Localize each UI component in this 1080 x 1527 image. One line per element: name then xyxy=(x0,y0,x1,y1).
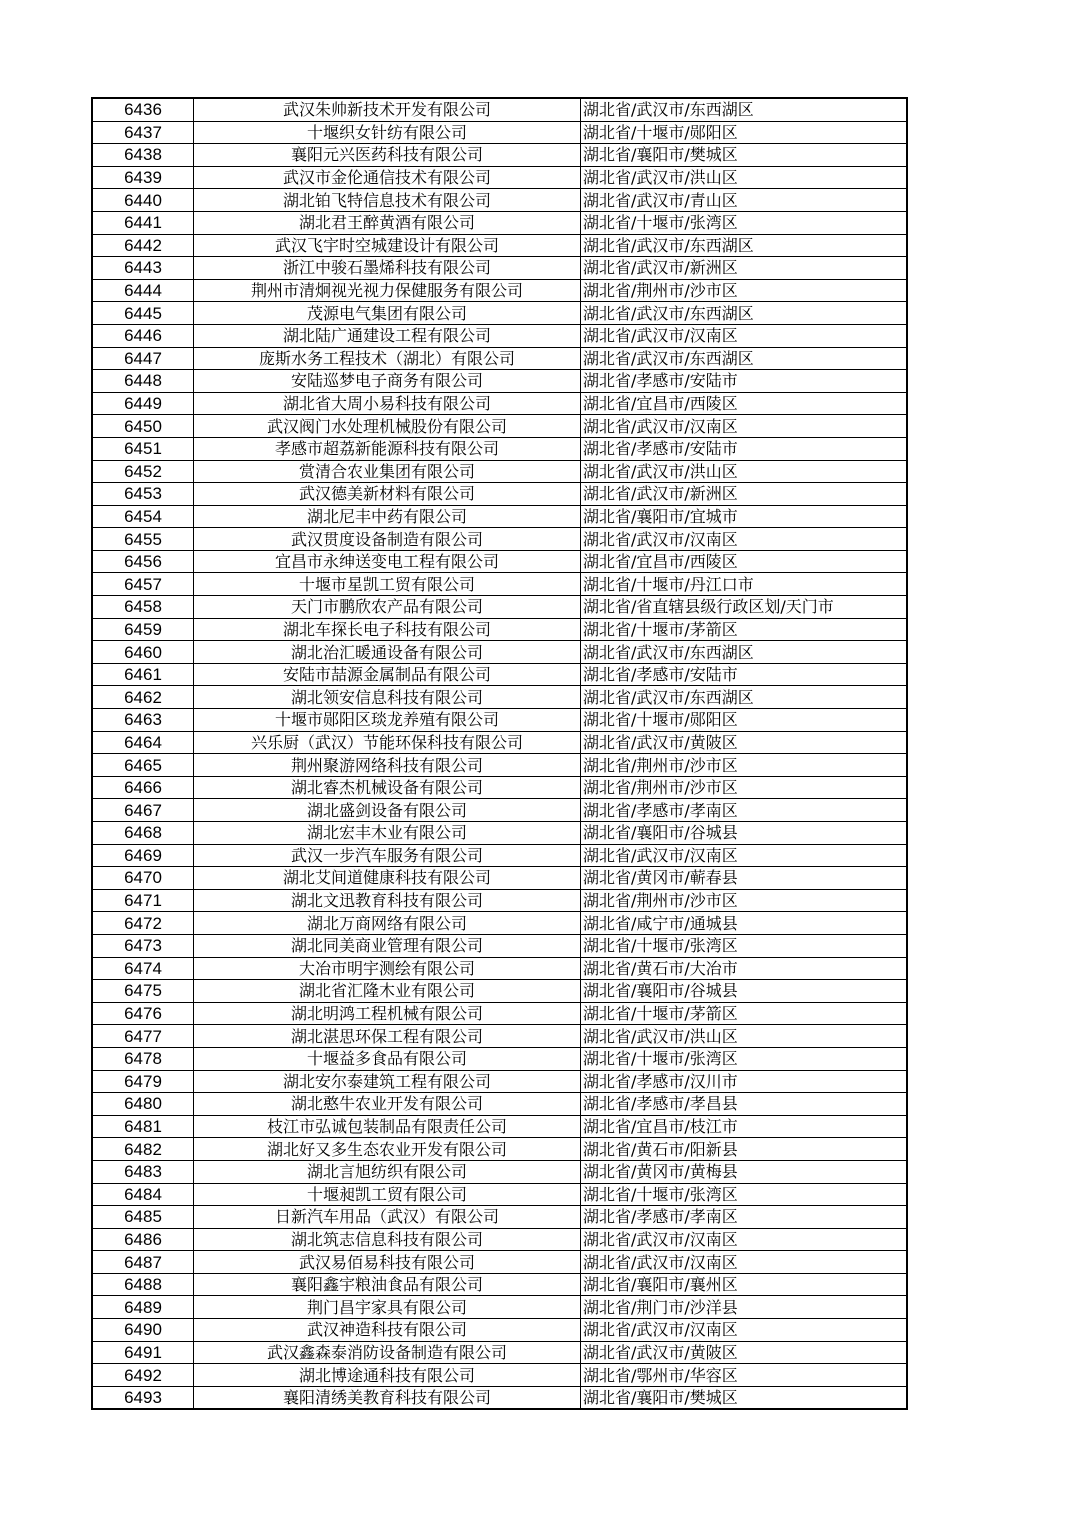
region-cell: 湖北省/荆门市/沙洋县 xyxy=(581,1296,908,1319)
table-row xyxy=(92,347,907,370)
row-number-cell: 6474 xyxy=(92,957,194,980)
row-number-cell: 6456 xyxy=(92,550,194,573)
row-number-cell: 6476 xyxy=(92,1002,194,1025)
region-cell: 湖北省/孝感市/安陆市 xyxy=(581,437,908,460)
row-number-cell: 6489 xyxy=(92,1296,194,1319)
company-name-cell: 湖北省大周小易科技有限公司 xyxy=(194,392,581,415)
company-name-cell: 天门市鹏欣农产品有限公司 xyxy=(194,596,581,619)
company-name-cell: 湖北铂飞特信息技术有限公司 xyxy=(194,189,581,212)
company-name-cell: 湖北憨牛农业开发有限公司 xyxy=(194,1093,581,1116)
row-number-cell: 6440 xyxy=(92,189,194,212)
row-number-cell: 6457 xyxy=(92,573,194,596)
region-cell: 湖北省/省直辖县级行政区划/天门市 xyxy=(581,596,908,619)
region-cell: 湖北省/十堰市/张湾区 xyxy=(581,934,908,957)
company-name-cell: 武汉贯度设备制造有限公司 xyxy=(194,528,581,551)
table-row xyxy=(92,550,907,573)
row-number-cell: 6448 xyxy=(92,370,194,393)
company-name-cell: 赏清合农业集团有限公司 xyxy=(194,460,581,483)
company-name-cell: 湖北君王醉黄酒有限公司 xyxy=(194,211,581,234)
table-row xyxy=(92,121,907,144)
row-number-cell: 6469 xyxy=(92,844,194,867)
row-number-cell: 6454 xyxy=(92,505,194,528)
company-name-cell: 庞斯水务工程技术（湖北）有限公司 xyxy=(194,347,581,370)
region-cell: 湖北省/武汉市/黄陂区 xyxy=(581,1341,908,1364)
table-row xyxy=(92,1025,907,1048)
region-cell: 湖北省/襄阳市/樊城区 xyxy=(581,144,908,167)
region-cell: 湖北省/武汉市/东西湖区 xyxy=(581,347,908,370)
table-row xyxy=(92,505,907,528)
region-cell: 湖北省/武汉市/汉南区 xyxy=(581,1251,908,1274)
table-row xyxy=(92,844,907,867)
row-number-cell: 6461 xyxy=(92,663,194,686)
row-number-cell: 6465 xyxy=(92,754,194,777)
row-number-cell: 6452 xyxy=(92,460,194,483)
company-name-cell: 大冶市明宇测绘有限公司 xyxy=(194,957,581,980)
row-number-cell: 6477 xyxy=(92,1025,194,1048)
company-name-cell: 宜昌市永绅送变电工程有限公司 xyxy=(194,550,581,573)
region-cell: 湖北省/武汉市/东西湖区 xyxy=(581,641,908,664)
table-row xyxy=(92,1364,907,1387)
company-name-cell: 襄阳清绣美教育科技有限公司 xyxy=(194,1386,581,1409)
company-name-cell: 湖北明鸿工程机械有限公司 xyxy=(194,1002,581,1025)
table-row xyxy=(92,1138,907,1161)
row-number-cell: 6444 xyxy=(92,279,194,302)
table-row xyxy=(92,867,907,890)
row-number-cell: 6484 xyxy=(92,1183,194,1206)
table-row xyxy=(92,483,907,506)
region-cell: 湖北省/襄阳市/襄州区 xyxy=(581,1273,908,1296)
company-name-cell: 湖北筑志信息科技有限公司 xyxy=(194,1228,581,1251)
company-name-cell: 十堰益多食品有限公司 xyxy=(194,1047,581,1070)
region-cell: 湖北省/武汉市/新洲区 xyxy=(581,483,908,506)
company-name-cell: 武汉朱帅新技术开发有限公司 xyxy=(194,98,581,121)
company-name-cell: 湖北省汇隆木业有限公司 xyxy=(194,980,581,1003)
company-name-cell: 武汉飞宇时空城建设计有限公司 xyxy=(194,234,581,257)
table-row xyxy=(92,1093,907,1116)
row-number-cell: 6483 xyxy=(92,1160,194,1183)
company-name-cell: 十堰市郧阳区琰龙养殖有限公司 xyxy=(194,709,581,732)
row-number-cell: 6486 xyxy=(92,1228,194,1251)
table-row xyxy=(92,1319,907,1342)
table-row xyxy=(92,980,907,1003)
table-row xyxy=(92,1115,907,1138)
row-number-cell: 6460 xyxy=(92,641,194,664)
row-number-cell: 6443 xyxy=(92,257,194,280)
row-number-cell: 6437 xyxy=(92,121,194,144)
region-cell: 湖北省/十堰市/茅箭区 xyxy=(581,1002,908,1025)
table-row xyxy=(92,302,907,325)
region-cell: 湖北省/十堰市/茅箭区 xyxy=(581,618,908,641)
company-name-cell: 十堰市星凯工贸有限公司 xyxy=(194,573,581,596)
region-cell: 湖北省/武汉市/东西湖区 xyxy=(581,98,908,121)
company-name-cell: 武汉神造科技有限公司 xyxy=(194,1319,581,1342)
table-row xyxy=(92,257,907,280)
region-cell: 湖北省/孝感市/汉川市 xyxy=(581,1070,908,1093)
row-number-cell: 6446 xyxy=(92,324,194,347)
region-cell: 湖北省/武汉市/汉南区 xyxy=(581,324,908,347)
row-number-cell: 6438 xyxy=(92,144,194,167)
table-row xyxy=(92,1047,907,1070)
region-cell: 湖北省/荆州市/沙市区 xyxy=(581,279,908,302)
region-cell: 湖北省/黄冈市/蕲春县 xyxy=(581,867,908,890)
region-cell: 湖北省/十堰市/郧阳区 xyxy=(581,709,908,732)
region-cell: 湖北省/孝感市/孝昌县 xyxy=(581,1093,908,1116)
table-row xyxy=(92,573,907,596)
row-number-cell: 6441 xyxy=(92,211,194,234)
region-cell: 湖北省/黄石市/大冶市 xyxy=(581,957,908,980)
company-name-cell: 湖北湛思环保工程有限公司 xyxy=(194,1025,581,1048)
region-cell: 湖北省/武汉市/东西湖区 xyxy=(581,686,908,709)
row-number-cell: 6470 xyxy=(92,867,194,890)
table-row xyxy=(92,663,907,686)
region-cell: 湖北省/十堰市/张湾区 xyxy=(581,211,908,234)
region-cell: 湖北省/宜昌市/枝江市 xyxy=(581,1115,908,1138)
region-cell: 湖北省/十堰市/郧阳区 xyxy=(581,121,908,144)
table-row xyxy=(92,98,907,121)
row-number-cell: 6455 xyxy=(92,528,194,551)
row-number-cell: 6479 xyxy=(92,1070,194,1093)
region-cell: 湖北省/黄冈市/黄梅县 xyxy=(581,1160,908,1183)
region-cell: 湖北省/襄阳市/谷城县 xyxy=(581,980,908,1003)
row-number-cell: 6487 xyxy=(92,1251,194,1274)
table-row xyxy=(92,460,907,483)
table-row xyxy=(92,279,907,302)
company-name-cell: 荆州聚游网络科技有限公司 xyxy=(194,754,581,777)
company-name-cell: 枝江市弘诚包装制品有限责任公司 xyxy=(194,1115,581,1138)
row-number-cell: 6458 xyxy=(92,596,194,619)
row-number-cell: 6450 xyxy=(92,415,194,438)
company-name-cell: 湖北治汇暖通设备有限公司 xyxy=(194,641,581,664)
row-number-cell: 6453 xyxy=(92,483,194,506)
table-row xyxy=(92,234,907,257)
company-name-cell: 荆门昌宇家具有限公司 xyxy=(194,1296,581,1319)
company-name-cell: 茂源电气集团有限公司 xyxy=(194,302,581,325)
region-cell: 湖北省/孝感市/安陆市 xyxy=(581,370,908,393)
region-cell: 湖北省/孝感市/孝南区 xyxy=(581,1206,908,1229)
company-name-cell: 十堰昶凯工贸有限公司 xyxy=(194,1183,581,1206)
company-name-cell: 湖北领安信息科技有限公司 xyxy=(194,686,581,709)
row-number-cell: 6442 xyxy=(92,234,194,257)
table-row xyxy=(92,528,907,551)
table-row xyxy=(92,618,907,641)
table-row xyxy=(92,1386,907,1409)
table-row xyxy=(92,1070,907,1093)
company-name-cell: 孝感市超荔新能源科技有限公司 xyxy=(194,437,581,460)
company-name-cell: 湖北车探长电子科技有限公司 xyxy=(194,618,581,641)
row-number-cell: 6471 xyxy=(92,889,194,912)
table-row xyxy=(92,415,907,438)
table-row xyxy=(92,392,907,415)
row-number-cell: 6491 xyxy=(92,1341,194,1364)
table-row xyxy=(92,799,907,822)
region-cell: 湖北省/武汉市/东西湖区 xyxy=(581,234,908,257)
company-name-cell: 湖北陆广通建设工程有限公司 xyxy=(194,324,581,347)
company-name-cell: 武汉市金伦通信技术有限公司 xyxy=(194,166,581,189)
row-number-cell: 6467 xyxy=(92,799,194,822)
table-row xyxy=(92,324,907,347)
table-row xyxy=(92,822,907,845)
table-row xyxy=(92,957,907,980)
table-row xyxy=(92,776,907,799)
region-cell: 湖北省/武汉市/汉南区 xyxy=(581,1319,908,1342)
table-row xyxy=(92,370,907,393)
company-name-cell: 兴乐厨（武汉）节能环保科技有限公司 xyxy=(194,731,581,754)
region-cell: 湖北省/武汉市/洪山区 xyxy=(581,166,908,189)
table-row xyxy=(92,1251,907,1274)
region-cell: 湖北省/孝感市/安陆市 xyxy=(581,663,908,686)
region-cell: 湖北省/荆州市/沙市区 xyxy=(581,776,908,799)
region-cell: 湖北省/咸宁市/通城县 xyxy=(581,912,908,935)
region-cell: 湖北省/武汉市/汉南区 xyxy=(581,844,908,867)
table-row xyxy=(92,1206,907,1229)
row-number-cell: 6466 xyxy=(92,776,194,799)
row-number-cell: 6485 xyxy=(92,1206,194,1229)
table-row xyxy=(92,731,907,754)
table-row xyxy=(92,641,907,664)
company-name-cell: 湖北安尔泰建筑工程有限公司 xyxy=(194,1070,581,1093)
row-number-cell: 6468 xyxy=(92,822,194,845)
region-cell: 湖北省/武汉市/汉南区 xyxy=(581,415,908,438)
row-number-cell: 6464 xyxy=(92,731,194,754)
table-row xyxy=(92,1228,907,1251)
row-number-cell: 6449 xyxy=(92,392,194,415)
company-name-cell: 湖北文迅教育科技有限公司 xyxy=(194,889,581,912)
company-name-cell: 襄阳元兴医药科技有限公司 xyxy=(194,144,581,167)
table-row xyxy=(92,889,907,912)
row-number-cell: 6459 xyxy=(92,618,194,641)
row-number-cell: 6493 xyxy=(92,1386,194,1409)
table-row xyxy=(92,144,907,167)
table-row xyxy=(92,1273,907,1296)
table-row xyxy=(92,1160,907,1183)
row-number-cell: 6462 xyxy=(92,686,194,709)
row-number-cell: 6480 xyxy=(92,1093,194,1116)
row-number-cell: 6492 xyxy=(92,1364,194,1387)
region-cell: 湖北省/荆州市/沙市区 xyxy=(581,754,908,777)
company-name-cell: 安陆市喆源金属制品有限公司 xyxy=(194,663,581,686)
region-cell: 湖北省/武汉市/青山区 xyxy=(581,189,908,212)
company-name-cell: 十堰织女针纺有限公司 xyxy=(194,121,581,144)
company-name-cell: 湖北尼丰中药有限公司 xyxy=(194,505,581,528)
table-row xyxy=(92,1341,907,1364)
company-name-cell: 荆州市清炯视光视力保健服务有限公司 xyxy=(194,279,581,302)
company-name-cell: 湖北言旭纺织有限公司 xyxy=(194,1160,581,1183)
row-number-cell: 6473 xyxy=(92,934,194,957)
table-row xyxy=(92,211,907,234)
company-name-cell: 武汉一步汽车服务有限公司 xyxy=(194,844,581,867)
table-row xyxy=(92,166,907,189)
company-name-cell: 襄阳鑫宇粮油食品有限公司 xyxy=(194,1273,581,1296)
table-row xyxy=(92,686,907,709)
row-number-cell: 6447 xyxy=(92,347,194,370)
table-row xyxy=(92,912,907,935)
table-row xyxy=(92,437,907,460)
region-cell: 湖北省/武汉市/洪山区 xyxy=(581,460,908,483)
region-cell: 湖北省/武汉市/洪山区 xyxy=(581,1025,908,1048)
table-row xyxy=(92,1002,907,1025)
table-row xyxy=(92,596,907,619)
row-number-cell: 6490 xyxy=(92,1319,194,1342)
company-name-cell: 浙江中骏石墨烯科技有限公司 xyxy=(194,257,581,280)
region-cell: 湖北省/襄阳市/谷城县 xyxy=(581,822,908,845)
region-cell: 湖北省/武汉市/黄陂区 xyxy=(581,731,908,754)
company-name-cell: 湖北盛剑设备有限公司 xyxy=(194,799,581,822)
company-name-cell: 湖北宏丰木业有限公司 xyxy=(194,822,581,845)
region-cell: 湖北省/十堰市/张湾区 xyxy=(581,1047,908,1070)
company-table xyxy=(91,97,908,1410)
row-number-cell: 6436 xyxy=(92,98,194,121)
table-row xyxy=(92,1296,907,1319)
row-number-cell: 6451 xyxy=(92,437,194,460)
company-name-cell: 武汉德美新材料有限公司 xyxy=(194,483,581,506)
region-cell: 湖北省/十堰市/张湾区 xyxy=(581,1183,908,1206)
table-row xyxy=(92,709,907,732)
company-name-cell: 武汉易佰易科技有限公司 xyxy=(194,1251,581,1274)
row-number-cell: 6482 xyxy=(92,1138,194,1161)
row-number-cell: 6463 xyxy=(92,709,194,732)
company-name-cell: 武汉鑫森泰消防设备制造有限公司 xyxy=(194,1341,581,1364)
company-table-body xyxy=(92,98,907,1409)
region-cell: 湖北省/襄阳市/樊城区 xyxy=(581,1386,908,1409)
row-number-cell: 6488 xyxy=(92,1273,194,1296)
region-cell: 湖北省/孝感市/孝南区 xyxy=(581,799,908,822)
company-name-cell: 湖北艾间道健康科技有限公司 xyxy=(194,867,581,890)
company-name-cell: 日新汽车用品（武汉）有限公司 xyxy=(194,1206,581,1229)
region-cell: 湖北省/鄂州市/华容区 xyxy=(581,1364,908,1387)
table-row xyxy=(92,754,907,777)
row-number-cell: 6478 xyxy=(92,1047,194,1070)
region-cell: 湖北省/襄阳市/宜城市 xyxy=(581,505,908,528)
row-number-cell: 6475 xyxy=(92,980,194,1003)
company-name-cell: 安陆巡梦电子商务有限公司 xyxy=(194,370,581,393)
region-cell: 湖北省/武汉市/汉南区 xyxy=(581,528,908,551)
company-name-cell: 湖北同美商业管理有限公司 xyxy=(194,934,581,957)
region-cell: 湖北省/十堰市/丹江口市 xyxy=(581,573,908,596)
row-number-cell: 6481 xyxy=(92,1115,194,1138)
row-number-cell: 6445 xyxy=(92,302,194,325)
region-cell: 湖北省/武汉市/汉南区 xyxy=(581,1228,908,1251)
row-number-cell: 6439 xyxy=(92,166,194,189)
region-cell: 湖北省/荆州市/沙市区 xyxy=(581,889,908,912)
region-cell: 湖北省/宜昌市/西陵区 xyxy=(581,392,908,415)
region-cell: 湖北省/黄石市/阳新县 xyxy=(581,1138,908,1161)
region-cell: 湖北省/武汉市/东西湖区 xyxy=(581,302,908,325)
company-name-cell: 湖北睿杰机械设备有限公司 xyxy=(194,776,581,799)
company-name-cell: 湖北博途通科技有限公司 xyxy=(194,1364,581,1387)
company-name-cell: 湖北万商网络有限公司 xyxy=(194,912,581,935)
table-row xyxy=(92,934,907,957)
company-name-cell: 武汉阀门水处理机械股份有限公司 xyxy=(194,415,581,438)
region-cell: 湖北省/武汉市/新洲区 xyxy=(581,257,908,280)
region-cell: 湖北省/宜昌市/西陵区 xyxy=(581,550,908,573)
row-number-cell: 6472 xyxy=(92,912,194,935)
table-row xyxy=(92,1183,907,1206)
table-row xyxy=(92,189,907,212)
company-name-cell: 湖北好又多生态农业开发有限公司 xyxy=(194,1138,581,1161)
